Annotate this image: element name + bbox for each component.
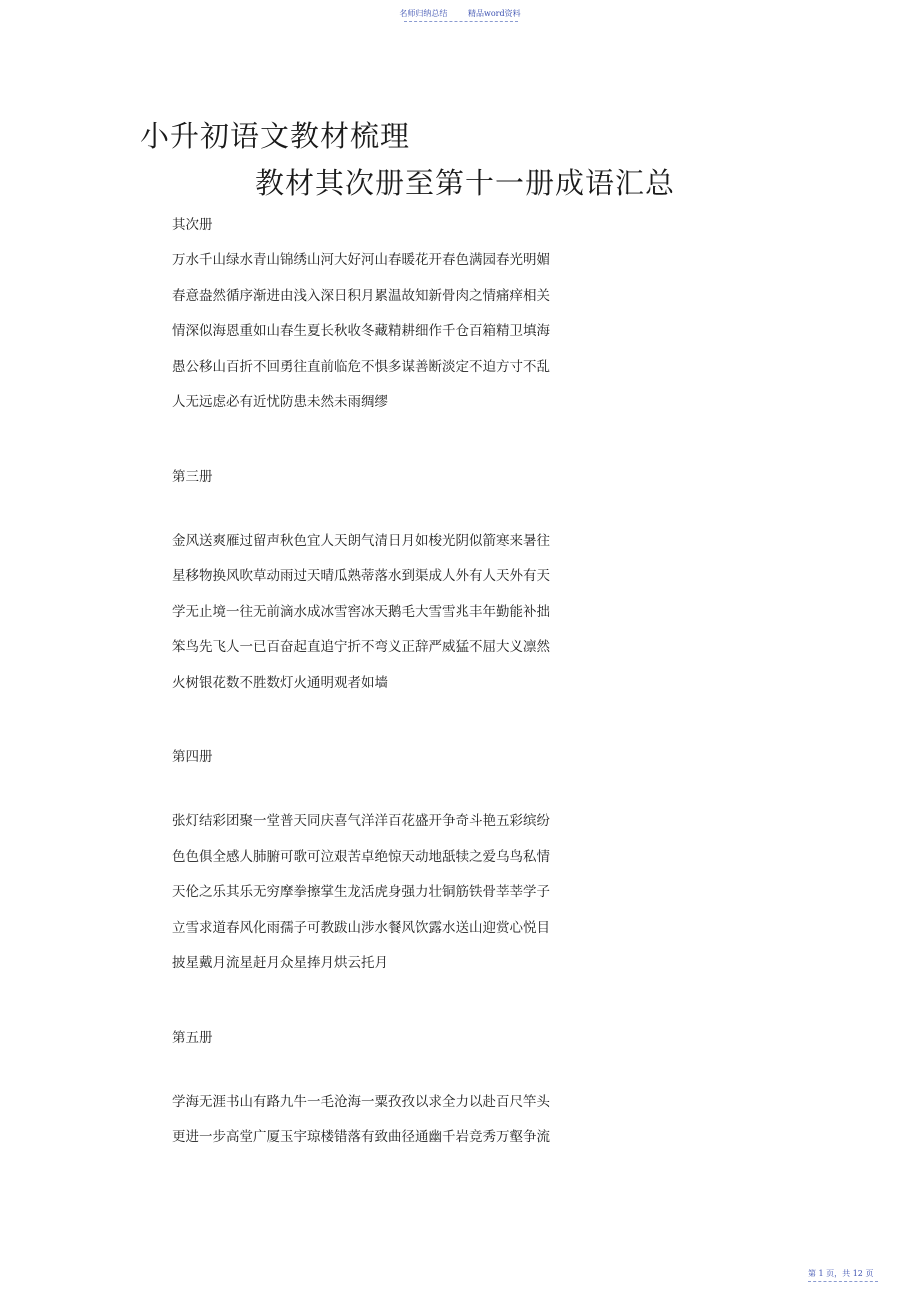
document-body	[172, 208, 592, 1156]
idiom-line: 春意盎然循序渐进由浅入深日积月累温故知新骨肉之情痛痒相关	[172, 287, 550, 304]
idiom-line: 万水千山绿水青山锦绣山河大好河山春暖花开春色满园春光明媚	[172, 252, 550, 268]
document-title: 小升初语文教材梳理	[140, 119, 411, 153]
footer-divider	[808, 1281, 878, 1282]
idiom-line: 立雪求道春风化雨孺子可教跋山涉水餐风饮露水送山迎赏心悦目	[172, 919, 550, 936]
page-number: 第 1 页，共 12 页	[808, 1269, 874, 1278]
idiom-line: 愚公移山百折不回勇往直前临危不惧多谋善断淡定不迫方寸不乱	[172, 358, 550, 375]
idiom-line: 情深似海恩重如山春生夏长秋收冬藏精耕细作千仓百箱精卫填海	[172, 323, 550, 339]
page-header	[0, 8, 920, 19]
idiom-line: 张灯结彩团聚一堂普天同庆喜气洋洋百花盛开争奇斗艳五彩缤纷	[172, 813, 550, 829]
idiom-line: 披星戴月流星赶月众星捧月烘云托月	[172, 955, 388, 971]
idiom-line: 星移物换风吹草动雨过天晴瓜熟蒂落水到渠成人外有人天外有天	[172, 568, 550, 584]
section-book-2	[172, 208, 592, 421]
section-heading: 第四册	[172, 749, 213, 765]
idiom-line: 学无止境一往无前滴水成冰雪窖冰天鹅毛大雪雪兆丰年勤能补拙	[172, 603, 550, 620]
section-heading: 第五册	[172, 1029, 213, 1046]
header-right-text: 精品word资料	[467, 9, 521, 18]
idiom-line: 色色俱全感人肺腑可歌可泣艰苦卓绝惊天动地舐犊之爱乌鸟私情	[172, 848, 550, 865]
idiom-line: 天伦之乐其乐无穷摩拳擦掌生龙活虎身强力壮铜筋铁骨莘莘学子	[172, 884, 550, 900]
idiom-line: 更进一步高堂广厦玉宇琼楼错落有致曲径通幽千岩竞秀万壑争流	[172, 1129, 550, 1145]
idiom-line: 人无远虑必有近忧防患未然未雨绸缪	[172, 394, 388, 410]
idiom-line: 金风送爽雁过留声秋色宜人天朗气清日月如梭光阴似箭寒来暑往	[172, 532, 550, 549]
section-book-4	[172, 740, 592, 982]
idiom-line: 学海无涯书山有路九牛一毛沧海一粟孜孜以求全力以赴百尺竿头	[172, 1093, 550, 1110]
idiom-line: 笨鸟先飞人一已百奋起直追宁折不弯义正辞严威猛不屈大义凛然	[172, 639, 550, 655]
document-subtitle: 教材其次册至第十一册成语汇总	[255, 166, 676, 200]
section-heading: 其次册	[172, 217, 213, 233]
header-left-text: 名师归纳总结	[399, 9, 448, 18]
section-book-5	[172, 1021, 592, 1156]
idiom-line: 火树银花数不胜数灯火通明观者如墙	[172, 674, 388, 691]
section-heading: 第三册	[172, 468, 213, 485]
section-book-3	[172, 460, 592, 702]
header-divider	[404, 21, 518, 22]
